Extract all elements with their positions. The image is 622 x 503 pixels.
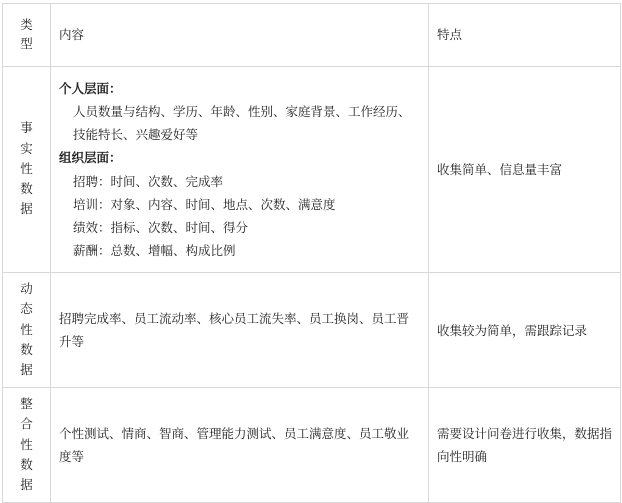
row-feature-dynamic: 收集较为简单，需跟踪记录 bbox=[429, 273, 621, 388]
row-type-label: 动态性数据 bbox=[20, 281, 33, 377]
header-label-type: 类型 bbox=[20, 16, 33, 52]
personal-level-title: 个人层面： bbox=[59, 81, 122, 96]
table-header-row bbox=[3, 4, 621, 67]
hr-data-types-table bbox=[2, 3, 621, 503]
personal-level-text: 人员数量与结构、学历、年龄、性别、家庭背景、工作经历、技能特长、兴趣爱好等 bbox=[73, 104, 411, 143]
row-type-integrated bbox=[3, 388, 51, 503]
row-feature-fact: 收集简单、信息量丰富 bbox=[429, 67, 621, 273]
header-cell-content bbox=[51, 4, 429, 67]
table-row bbox=[3, 273, 621, 388]
table-row bbox=[3, 388, 621, 503]
row-type-label: 整合性数据 bbox=[20, 396, 33, 493]
row-content-dynamic: 招聘完成率、员工流动率、核心员工流失率、员工换岗、员工晋升等 bbox=[51, 273, 429, 388]
header-label-feature: 特点 bbox=[437, 27, 463, 43]
row-type-dynamic bbox=[3, 273, 51, 388]
table-row bbox=[3, 67, 621, 273]
row-feature-integrated: 需要设计问卷进行收集，数据指向性明确 bbox=[429, 388, 621, 503]
row-content-fact bbox=[51, 67, 429, 273]
organization-level-title: 组织层面： bbox=[59, 150, 122, 166]
organization-line-training: 培训：对象、内容、时间、地点、次数、满意度 bbox=[73, 196, 336, 212]
header-cell-feature bbox=[429, 4, 621, 67]
organization-line-performance: 绩效：指标、次数、时间、得分 bbox=[73, 219, 249, 235]
header-cell-type bbox=[3, 4, 51, 67]
row-type-fact bbox=[3, 67, 51, 273]
organization-line-compensation: 薪酬：总数、增幅、构成比例 bbox=[73, 242, 236, 258]
header-label-content: 内容 bbox=[59, 27, 85, 43]
row-type-label: 事实性数据 bbox=[20, 120, 33, 217]
row-content-integrated: 个性测试、情商、智商、管理能力测试、员工满意度、员工敬业度等 bbox=[51, 388, 429, 503]
organization-line-recruit: 招聘：时间、次数、完成率 bbox=[73, 173, 224, 189]
